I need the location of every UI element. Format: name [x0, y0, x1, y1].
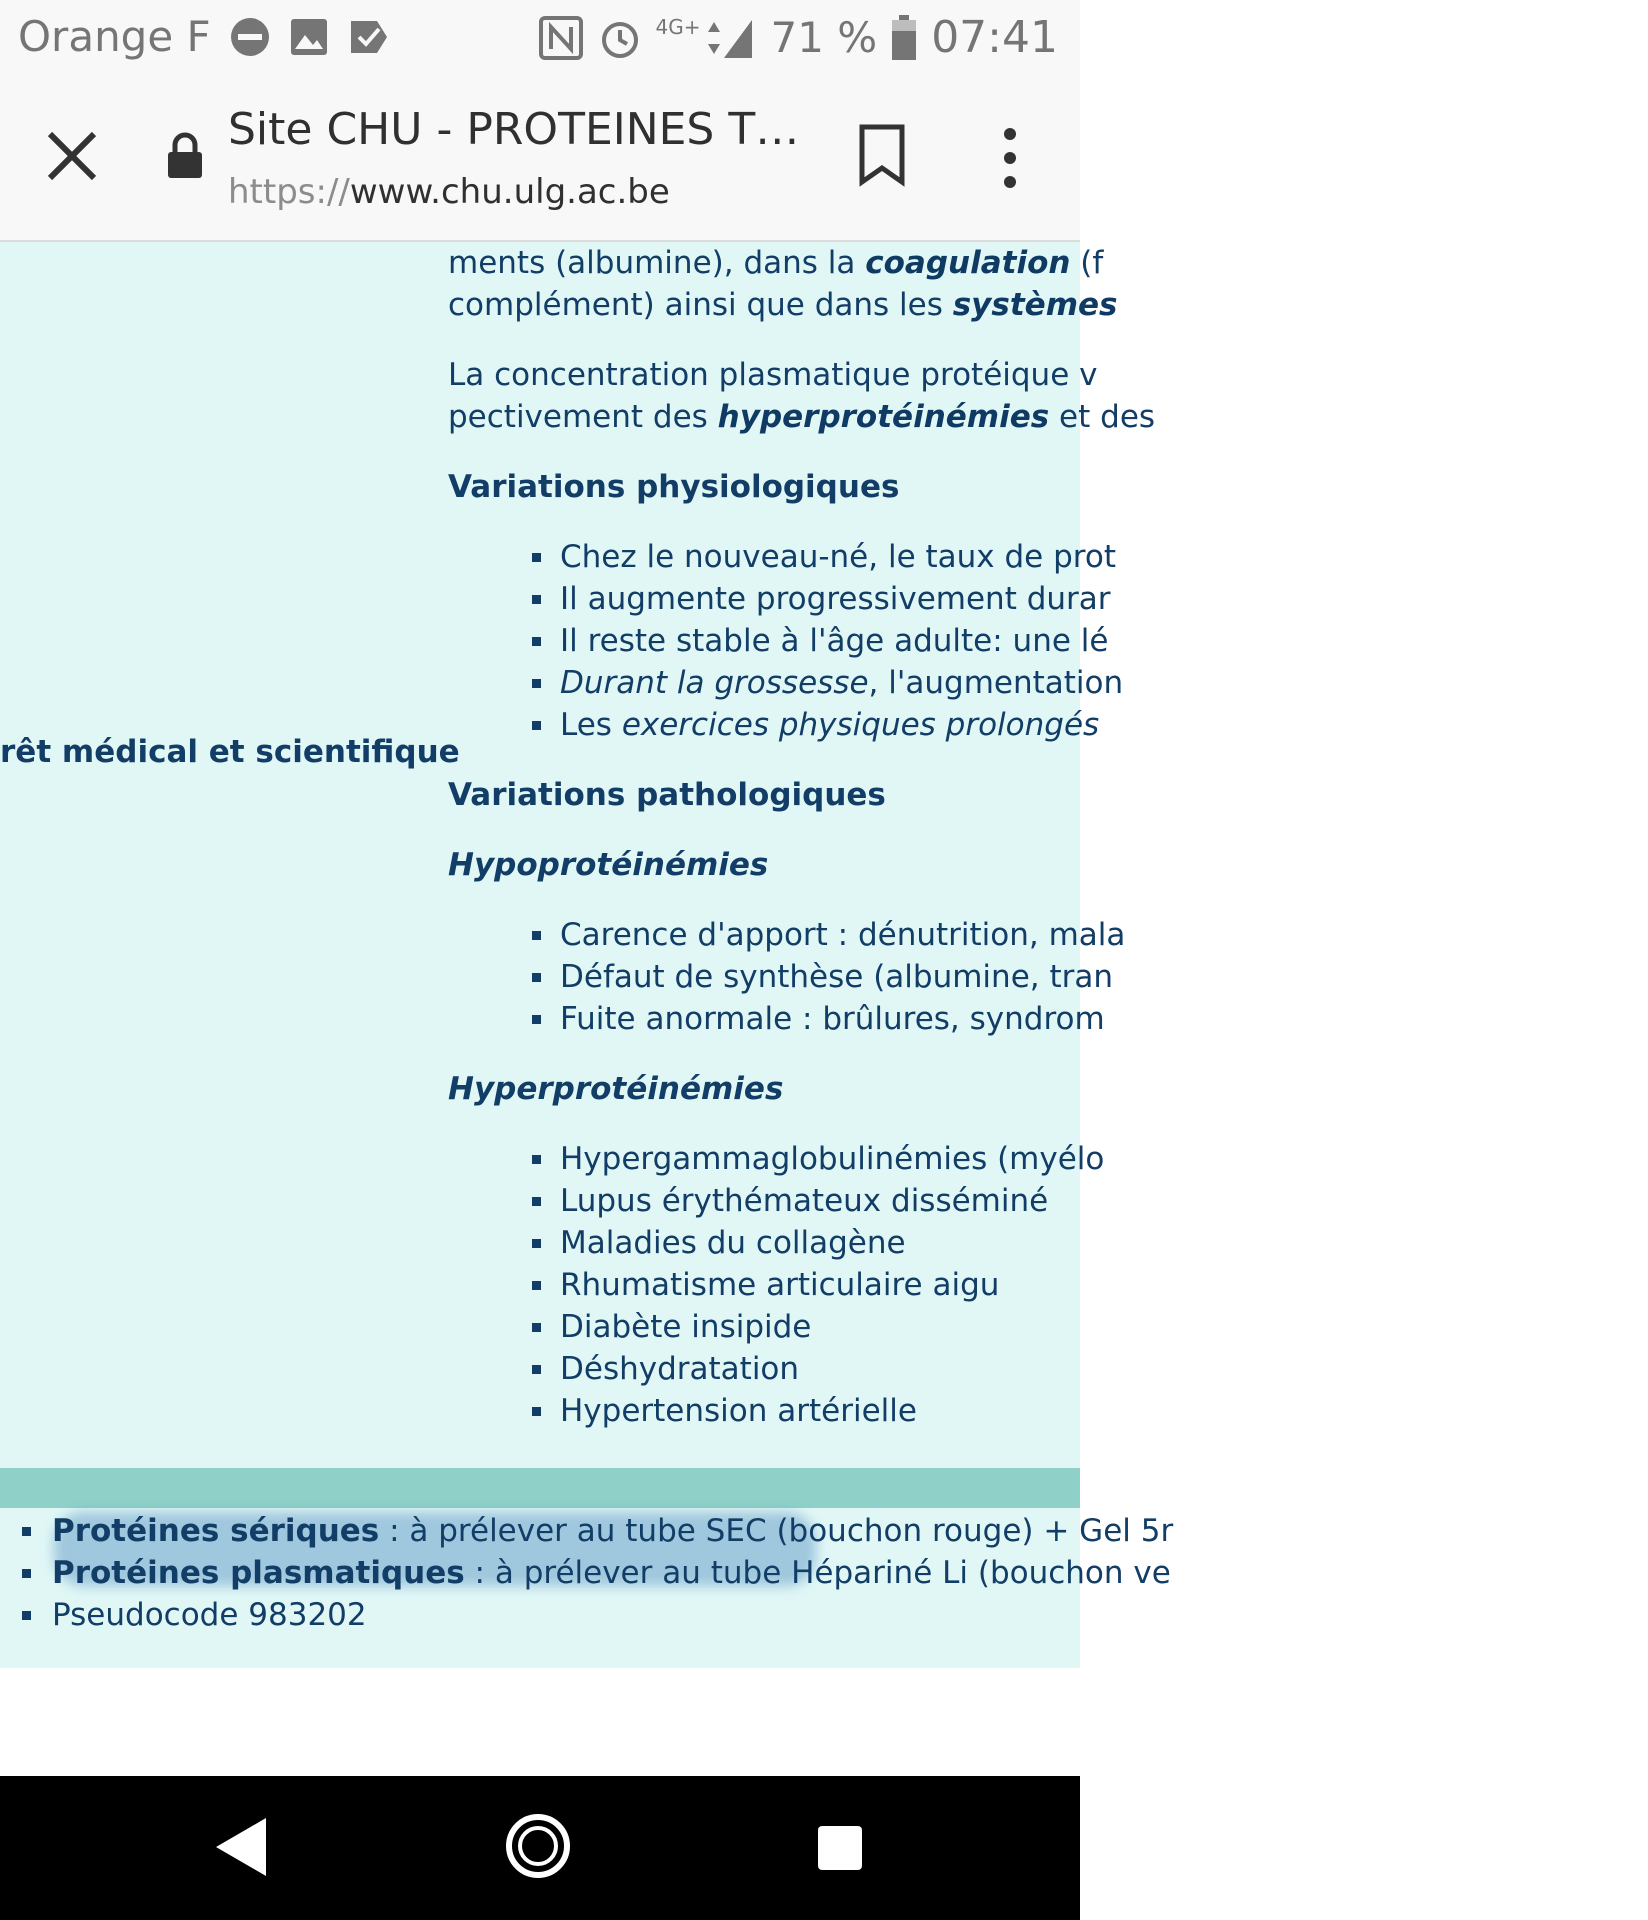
page-title[interactable]: Site CHU - PROTEINES T…	[228, 104, 800, 155]
para2-line-2: pectivement des hyperprotéinémies et des	[448, 399, 1156, 435]
side-section-label[interactable]: rêt médical et scientifique	[0, 734, 460, 770]
bookmark-icon[interactable]	[858, 124, 906, 186]
list-item: Il augmente progressivement durar	[448, 578, 1648, 620]
navigation-bar	[0, 1776, 1080, 1920]
list-item: Chez le nouveau-né, le taux de prot	[448, 536, 1648, 578]
para2-line-1: La concentration plasmatique protéique v	[448, 357, 1098, 393]
list-item: Carence d'apport : dénutrition, mala	[448, 914, 1648, 956]
list-item: Pseudocode 983202	[0, 1594, 1200, 1636]
battery-percent: 71 %	[770, 13, 878, 62]
network-type: 4G+	[655, 14, 701, 39]
recents-icon[interactable]	[818, 1826, 862, 1870]
intro-line-2: complément) ainsi que dans les systèmes	[448, 287, 1118, 323]
lock-icon	[166, 132, 204, 180]
list-item: Maladies du collagène	[448, 1222, 1648, 1264]
back-icon[interactable]	[214, 1816, 268, 1878]
page-content[interactable]	[0, 242, 1174, 1668]
page-url[interactable]	[228, 172, 670, 212]
hypo-list	[448, 914, 1648, 1040]
list-item: Hypertension artérielle	[448, 1390, 1648, 1432]
list-item: Protéines plasmatiques : à prélever au tube Hépariné Li (bouchon ve	[0, 1552, 1200, 1594]
alarm-icon	[598, 16, 642, 60]
list-item: Rhumatisme articulaire aigu	[448, 1264, 1648, 1306]
nfc-icon	[538, 15, 584, 61]
list-item: Fuite anormale : brûlures, syndrom	[448, 998, 1648, 1040]
list-item: Les exercices physiques prolongés	[448, 704, 1648, 746]
hyper-list	[448, 1138, 1648, 1432]
list-item: Durant la grossesse, l'augmentation	[448, 662, 1648, 704]
task-icon	[347, 17, 391, 57]
variations-patho-heading: Variations pathologiques	[448, 777, 886, 813]
hypo-heading: Hypoprotéinémies	[448, 847, 769, 883]
list-item: Hypergammaglobulinémies (myélo	[448, 1138, 1648, 1180]
url-scheme: https://	[228, 172, 350, 212]
intro-line-1: ments (albumine), dans la coagulation (f	[448, 245, 1104, 281]
close-icon[interactable]	[40, 124, 104, 188]
list-item: Il reste stable à l'âge adulte: une lé	[448, 620, 1648, 662]
list-item: Déshydratation	[448, 1348, 1648, 1390]
list-item: Diabète insipide	[448, 1306, 1648, 1348]
home-icon[interactable]	[506, 1814, 570, 1878]
image-icon	[289, 17, 329, 57]
physio-list	[448, 536, 1648, 746]
variations-physio-heading: Variations physiologiques	[448, 469, 900, 505]
carrier-name: Orange F	[18, 12, 211, 61]
list-item: Lupus érythémateux disséminé	[448, 1180, 1648, 1222]
signal-icon	[704, 16, 756, 60]
list-item: Défaut de synthèse (albumine, tran	[448, 956, 1648, 998]
battery-icon	[891, 15, 917, 61]
list-item: Protéines sériques : à prélever au tube SEC (bouchon rouge) + Gel 5r	[0, 1510, 1200, 1552]
clock: 07:41	[931, 12, 1058, 63]
url-host: www.chu.ulg.ac.be	[349, 172, 670, 212]
more-menu-icon[interactable]	[996, 126, 1024, 190]
section-divider	[0, 1468, 1080, 1508]
browser-toolbar	[0, 76, 1080, 242]
do-not-disturb-icon	[229, 16, 271, 58]
article-column	[448, 242, 1648, 1432]
hyper-heading: Hyperprotéinémies	[448, 1071, 784, 1107]
sample-list	[0, 1510, 1200, 1636]
status-bar	[0, 0, 1080, 76]
